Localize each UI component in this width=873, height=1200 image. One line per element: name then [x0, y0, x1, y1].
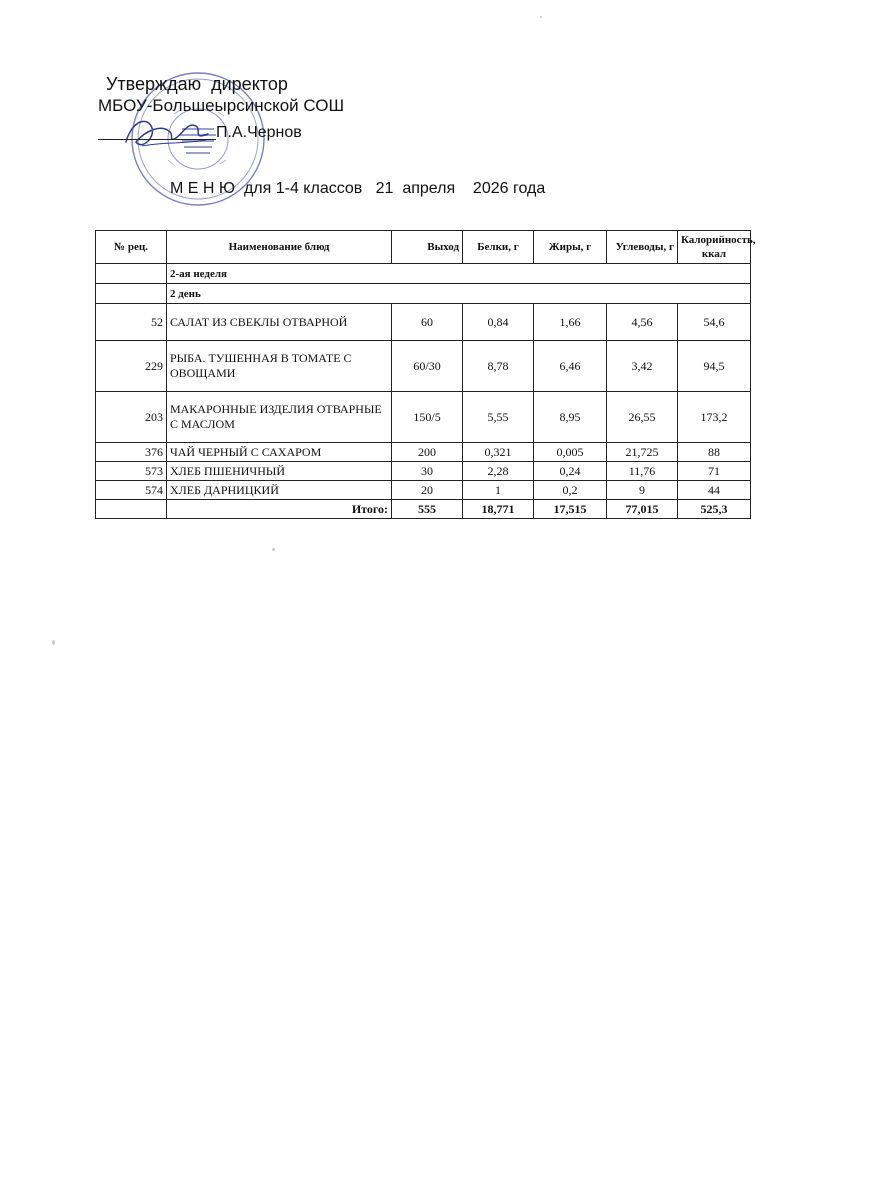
- kcal-value: 71: [677, 462, 750, 481]
- output-value: 200: [392, 443, 463, 462]
- total-output: 555: [392, 500, 463, 519]
- fat-value: 1,66: [533, 304, 606, 341]
- col-output: Выход: [392, 231, 463, 264]
- output-value: 60: [392, 304, 463, 341]
- table-row: [96, 481, 751, 500]
- total-protein: 18,771: [463, 500, 534, 519]
- protein-value: 1: [463, 481, 534, 500]
- recipe-number: 376: [96, 443, 167, 462]
- carb-value: 9: [606, 481, 677, 500]
- carb-value: 4,56: [606, 304, 677, 341]
- total-carb: 77,015: [606, 500, 677, 519]
- week-label: 2-ая неделя: [166, 264, 750, 284]
- col-recipe-number: № рец.: [96, 231, 167, 264]
- scan-speck: [540, 16, 542, 18]
- output-value: 150/5: [392, 392, 463, 443]
- scan-speck: [52, 640, 55, 645]
- kcal-value: 88: [677, 443, 750, 462]
- day-label: 2 день: [166, 284, 750, 304]
- dish-name: САЛАТ ИЗ СВЕКЛЫ ОТВАРНОЙ: [166, 304, 391, 341]
- dish-name: МАКАРОННЫЕ ИЗДЕЛИЯ ОТВАРНЫЕ С МАСЛОМ: [166, 392, 391, 443]
- table-row: [96, 443, 751, 462]
- recipe-number: 574: [96, 481, 167, 500]
- director-name: П.А.Чернов: [216, 124, 302, 141]
- week-row: [96, 264, 751, 284]
- protein-value: 2,28: [463, 462, 534, 481]
- recipe-number: 573: [96, 462, 167, 481]
- output-value: 60/30: [392, 341, 463, 392]
- fat-value: 8,95: [533, 392, 606, 443]
- col-dish-name: Наименование блюд: [166, 231, 391, 264]
- protein-value: 8,78: [463, 341, 534, 392]
- protein-value: 5,55: [463, 392, 534, 443]
- table-header-row: [96, 231, 751, 264]
- dish-name: ХЛЕБ ПШЕНИЧНЫЙ: [166, 462, 391, 481]
- dish-name: ЧАЙ ЧЕРНЫЙ С САХАРОМ: [166, 443, 391, 462]
- day-row: [96, 284, 751, 304]
- fat-value: 0,2: [533, 481, 606, 500]
- table-row: [96, 462, 751, 481]
- kcal-value: 94,5: [677, 341, 750, 392]
- carb-value: 11,76: [606, 462, 677, 481]
- dish-name: ХЛЕБ ДАРНИЦКИЙ: [166, 481, 391, 500]
- fat-value: 6,46: [533, 341, 606, 392]
- carb-value: 3,42: [606, 341, 677, 392]
- table-row: [96, 392, 751, 443]
- total-row: [96, 500, 751, 519]
- approval-heading: Утверждаю директор: [106, 74, 288, 94]
- school-name: МБОУ-Большеырсинской СОШ: [98, 96, 345, 115]
- protein-value: 0,84: [463, 304, 534, 341]
- col-carbohydrates: Углеводы, г: [606, 231, 677, 264]
- total-label: Итого:: [166, 500, 391, 519]
- scan-speck: [272, 548, 275, 551]
- total-kcal: 525,3: [677, 500, 750, 519]
- fat-value: 0,005: [533, 443, 606, 462]
- director-signature: [122, 112, 212, 157]
- kcal-value: 44: [677, 481, 750, 500]
- menu-title: М Е Н Ю для 1-4 классов 21 апреля 2026 года: [170, 180, 546, 197]
- approval-block: [96, 72, 696, 212]
- carb-value: 21,725: [606, 443, 677, 462]
- output-value: 30: [392, 462, 463, 481]
- table-row: [96, 304, 751, 341]
- kcal-value: 173,2: [677, 392, 750, 443]
- table-row: [96, 341, 751, 392]
- col-fats: Жиры, г: [533, 231, 606, 264]
- recipe-number: 52: [96, 304, 167, 341]
- fat-value: 0,24: [533, 462, 606, 481]
- signature-line: [98, 139, 216, 140]
- menu-table: [95, 230, 756, 519]
- recipe-number: 229: [96, 341, 167, 392]
- col-proteins: Белки, г: [463, 231, 534, 264]
- output-value: 20: [392, 481, 463, 500]
- dish-name: РЫБА. ТУШЕННАЯ В ТОМАТЕ С ОВОЩАМИ: [166, 341, 391, 392]
- kcal-value: 54,6: [677, 304, 750, 341]
- total-fat: 17,515: [533, 500, 606, 519]
- protein-value: 0,321: [463, 443, 534, 462]
- carb-value: 26,55: [606, 392, 677, 443]
- recipe-number: 203: [96, 392, 167, 443]
- col-calories: Калорийность, ккал: [677, 231, 750, 264]
